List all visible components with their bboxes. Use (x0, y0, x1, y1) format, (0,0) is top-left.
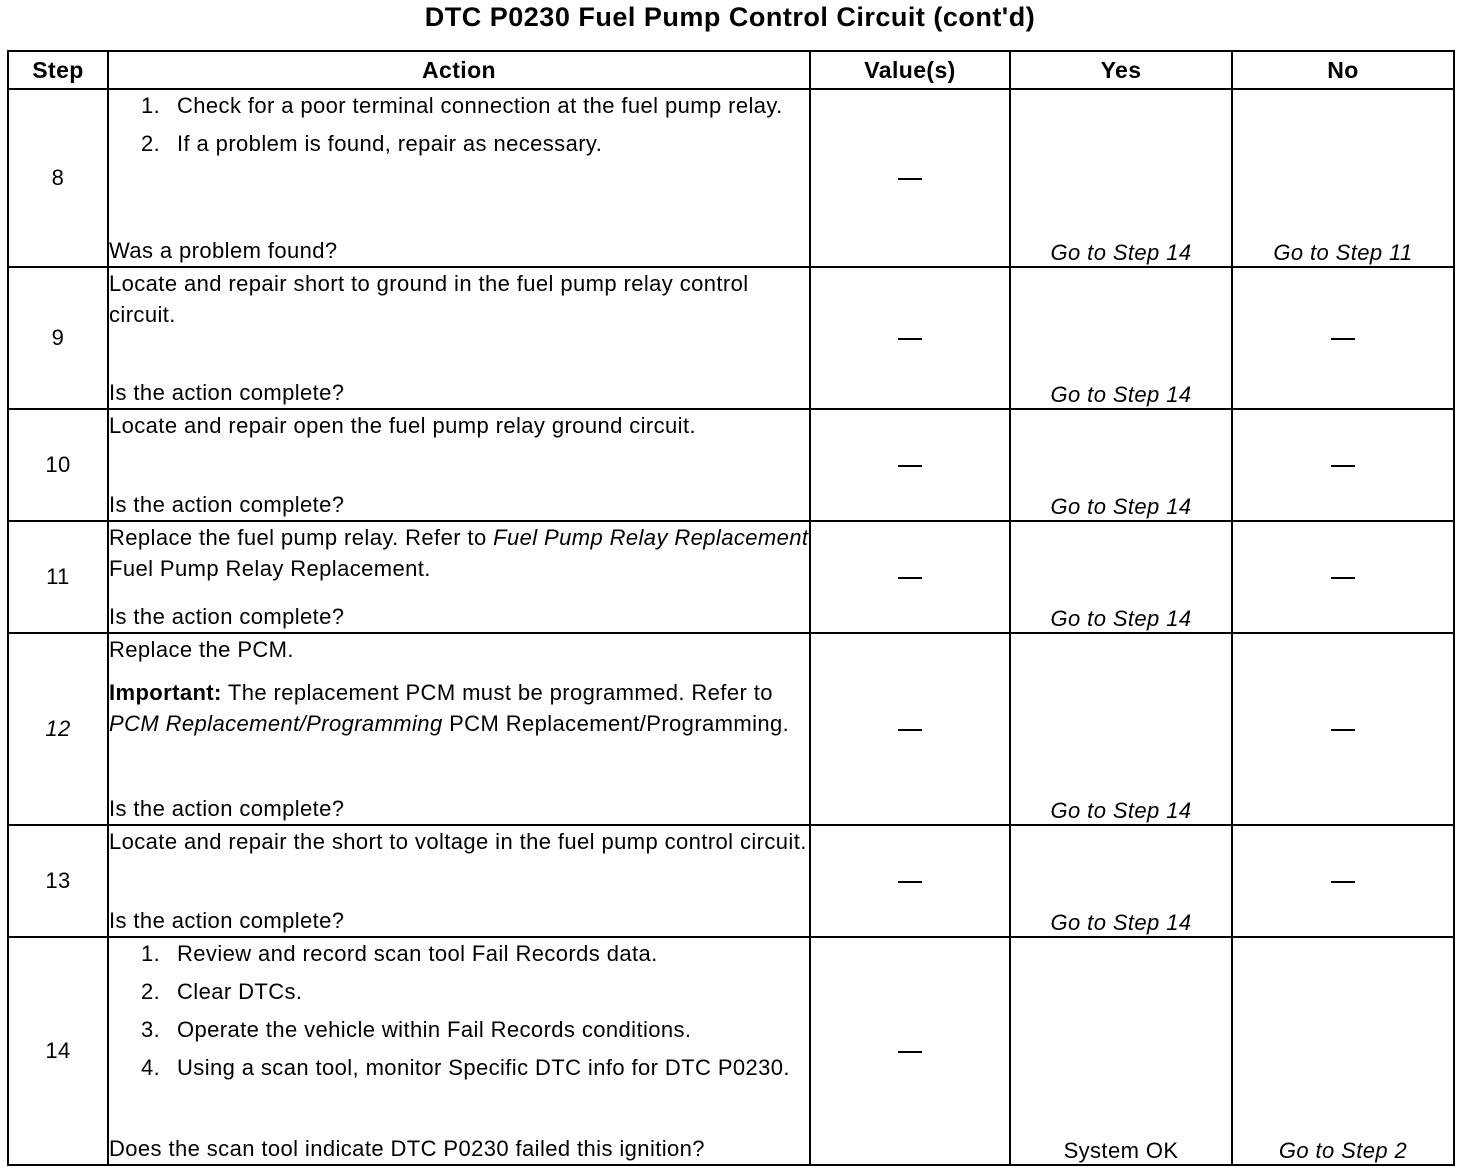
table-row (8, 521, 1454, 633)
value-cell (810, 409, 1010, 521)
list-item: 1. Check for a poor terminal connection at the fuel pump relay. (141, 93, 783, 118)
yes-cell: Go to Step 14 (1010, 825, 1232, 937)
no-cell: Go to Step 2 (1232, 937, 1454, 1165)
no-dash (1331, 577, 1355, 579)
header-row (8, 51, 1454, 89)
no-cell (1232, 267, 1454, 409)
table-row (8, 937, 1454, 1165)
value-cell (810, 89, 1010, 267)
action-list (109, 90, 809, 166)
value-dash (898, 1051, 922, 1053)
action-cell (108, 267, 810, 409)
step-number: 13 (8, 825, 108, 937)
action-cell (108, 825, 810, 937)
action-cell (108, 633, 810, 825)
list-item: 2. Clear DTCs. (141, 979, 303, 1004)
step-number: 8 (8, 89, 108, 267)
reference-link: PCM Replacement/Programming (109, 711, 443, 736)
table-row (8, 633, 1454, 825)
yes-cell: Go to Step 14 (1010, 633, 1232, 825)
action-cell (108, 409, 810, 521)
value-dash (898, 577, 922, 579)
value-dash (898, 881, 922, 883)
value-cell (810, 267, 1010, 409)
header-action: Action (108, 51, 810, 89)
list-item: 4. Using a scan tool, monitor Specific DTC info for DTC P0230. (141, 1055, 790, 1080)
yes-cell: Go to Step 14 (1010, 89, 1232, 267)
value-dash (898, 729, 922, 731)
action-question: Was a problem found? (109, 238, 338, 263)
step-number: 12 (8, 633, 108, 825)
yes-cell: Go to Step 14 (1010, 267, 1232, 409)
action-text: Locate and repair open the fuel pump relay ground circuit. (109, 413, 696, 438)
header-no: No (1232, 51, 1454, 89)
no-dash (1331, 729, 1355, 731)
table-row (8, 89, 1454, 267)
no-cell (1232, 825, 1454, 937)
value-dash (898, 465, 922, 467)
action-text: Replace the PCM. (109, 637, 294, 662)
important-label: Important: (109, 680, 222, 705)
value-dash (898, 338, 922, 340)
no-dash (1331, 465, 1355, 467)
table-row (8, 825, 1454, 937)
header-values: Value(s) (810, 51, 1010, 89)
no-cell: Go to Step 11 (1232, 89, 1454, 267)
list-item: 3. Operate the vehicle within Fail Records conditions. (141, 1017, 692, 1042)
no-dash (1331, 881, 1355, 883)
step-number: 14 (8, 937, 108, 1165)
action-cell (108, 521, 810, 633)
action-text: Replace the fuel pump relay. Refer to Fuel Pump Relay Replacement Fuel Pump Relay Replacement. (109, 525, 809, 581)
action-cell (108, 937, 810, 1165)
action-question: Is the action complete? (109, 908, 345, 933)
diagnostic-table (7, 50, 1455, 1166)
action-question: Is the action complete? (109, 796, 345, 821)
header-yes: Yes (1010, 51, 1232, 89)
step-number: 9 (8, 267, 108, 409)
no-cell (1232, 521, 1454, 633)
value-dash (898, 178, 922, 180)
value-cell (810, 825, 1010, 937)
table-row (8, 409, 1454, 521)
action-list (109, 938, 809, 1090)
page-title: DTC P0230 Fuel Pump Control Circuit (cont'd) (424, 2, 1036, 32)
step-number: 10 (8, 409, 108, 521)
table-row (8, 267, 1454, 409)
value-cell (810, 937, 1010, 1165)
action-text: Locate and repair the short to voltage in the fuel pump control circuit. (109, 829, 807, 854)
action-cell (108, 89, 810, 267)
header-step: Step (8, 51, 108, 89)
no-cell (1232, 633, 1454, 825)
step-number: 11 (8, 521, 108, 633)
action-question: Is the action complete? (109, 380, 345, 405)
action-question: Is the action complete? (109, 604, 345, 629)
action-text: Locate and repair short to ground in the fuel pump relay control circuit. (109, 271, 749, 327)
list-item: 1. Review and record scan tool Fail Records data. (141, 941, 658, 966)
value-cell (810, 633, 1010, 825)
action-question: Does the scan tool indicate DTC P0230 failed this ignition? (109, 1136, 705, 1161)
value-cell (810, 521, 1010, 633)
important-note: Important: The replacement PCM must be programmed. Refer to PCM Replacement/Programming PCM Replacement/Programming. (109, 680, 790, 736)
reference-link: Fuel Pump Relay Replacement (493, 525, 809, 550)
list-item: 2. If a problem is found, repair as necessary. (141, 131, 603, 156)
yes-cell: Go to Step 14 (1010, 409, 1232, 521)
yes-cell: Go to Step 14 (1010, 521, 1232, 633)
no-cell (1232, 409, 1454, 521)
action-question: Is the action complete? (109, 492, 345, 517)
yes-cell: System OK (1010, 937, 1232, 1165)
no-dash (1331, 338, 1355, 340)
